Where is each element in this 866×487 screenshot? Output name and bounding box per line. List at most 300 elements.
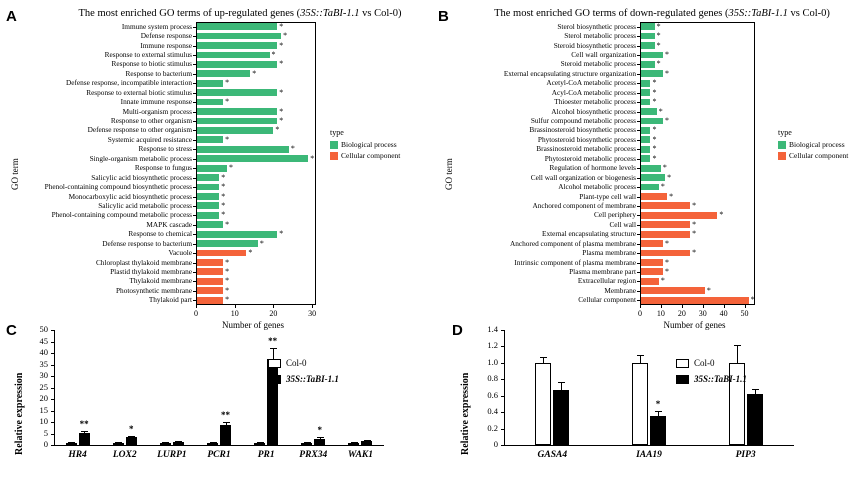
go-term-label: Systemic acquired resistance	[107, 134, 192, 144]
go-bar	[641, 297, 749, 304]
significance-marker: *	[656, 59, 661, 69]
panel-c-ylabel: Relative expression	[14, 372, 25, 455]
go-term-label: Response to fungus	[134, 163, 192, 173]
significance-marker: *	[692, 219, 697, 229]
significance-marker: *	[225, 285, 230, 295]
go-term-label: Cellular component	[578, 295, 636, 305]
y-tick-label: 35	[39, 358, 48, 369]
significance-marker: *	[665, 50, 669, 60]
panel-a-legend	[330, 128, 400, 162]
go-term-label: Multi-organism process	[122, 106, 192, 116]
panel-d-legend	[676, 358, 747, 390]
legend-swatch	[330, 141, 338, 149]
x-tick	[682, 305, 683, 308]
error-bar	[561, 382, 562, 390]
legend-title: type	[330, 128, 344, 137]
y-tick	[51, 342, 54, 343]
legend-item	[330, 151, 400, 160]
go-term-label: Anchored component of plasma membrane	[509, 238, 636, 248]
go-term-label: Response to bacterium	[125, 68, 192, 78]
go-bar	[641, 231, 690, 238]
significance-marker: **	[268, 336, 278, 347]
go-bar	[641, 61, 655, 68]
x-axis	[54, 445, 384, 446]
significance-marker: *	[652, 134, 657, 144]
y-tick	[637, 83, 640, 84]
panel-a-ylabel: GO term	[10, 158, 20, 190]
legend-item	[676, 358, 747, 368]
go-term-label: Plasma membrane part	[569, 266, 636, 276]
go-term-label: Cell periphery	[594, 210, 636, 220]
y-tick	[193, 64, 196, 65]
y-tick	[637, 178, 640, 179]
y-tick-label: 0	[43, 439, 48, 449]
y-tick	[637, 244, 640, 245]
go-term-label: Defense response	[140, 31, 192, 41]
legend-swatch	[268, 375, 281, 384]
y-tick-label: 0	[493, 439, 498, 449]
go-bar	[197, 127, 273, 134]
y-tick	[637, 234, 640, 235]
x-tick	[661, 305, 662, 308]
y-tick	[501, 379, 504, 380]
go-bar	[197, 212, 219, 219]
significance-marker: *	[655, 398, 661, 409]
go-term-label: Acyl-CoA metabolic process	[551, 87, 636, 97]
go-bar	[197, 221, 223, 228]
go-term-label: Response to external biotic stimulus	[86, 87, 192, 97]
x-tick-label: 30	[698, 309, 707, 318]
y-tick	[193, 74, 196, 75]
y-tick	[193, 234, 196, 235]
go-bar	[641, 136, 650, 143]
y-tick	[51, 445, 54, 446]
significance-marker: *	[128, 423, 134, 434]
significance-marker: *	[225, 295, 230, 305]
y-tick-label: 5	[43, 427, 48, 438]
significance-marker: *	[669, 191, 674, 201]
go-term-label: Membrane	[604, 285, 636, 295]
y-tick-label: 45	[39, 335, 48, 346]
go-term-label: Brassinosteroid metabolic process	[536, 144, 636, 154]
legend-swatch	[268, 359, 281, 368]
go-bar	[641, 70, 663, 77]
go-term-label: Response to stress	[138, 144, 192, 154]
y-tick	[637, 27, 640, 28]
go-term-label: Cell wall	[609, 219, 636, 229]
y-tick	[193, 46, 196, 47]
go-term-label: Response to biotic stimulus	[111, 59, 192, 69]
y-tick	[501, 363, 504, 364]
go-term-label: Sterol biosynthetic process	[557, 21, 636, 31]
y-tick	[637, 112, 640, 113]
y-tick	[193, 253, 196, 254]
gene-label: PCR1	[207, 450, 231, 460]
error-bar-cap	[637, 355, 644, 356]
significance-marker: *	[225, 97, 230, 107]
y-tick-label: 0.8	[487, 373, 498, 384]
significance-marker: *	[656, 40, 661, 50]
panel-b-title-italic: 35S::TaBI-1.1	[728, 8, 788, 19]
error-bar-cap	[210, 442, 217, 443]
y-tick	[637, 168, 640, 169]
significance-marker: *	[279, 59, 284, 69]
gene-label: WAK1	[347, 450, 374, 460]
x-tick-label: 0	[194, 309, 198, 318]
significance-marker: *	[750, 295, 755, 305]
go-bar	[197, 184, 219, 191]
go-bar	[197, 89, 277, 96]
go-bar	[197, 250, 246, 257]
go-bar	[641, 184, 659, 191]
go-term-label: Cell wall organization	[571, 50, 636, 60]
x-axis-title: Number of genes	[222, 320, 284, 330]
y-tick	[637, 93, 640, 94]
go-bar	[641, 240, 663, 247]
go-term-label: Immune response	[140, 40, 192, 50]
y-tick	[637, 130, 640, 131]
y-tick	[193, 149, 196, 150]
significance-marker: *	[279, 87, 284, 97]
y-tick	[193, 215, 196, 216]
y-tick	[193, 225, 196, 226]
gene-label: HR4	[68, 450, 87, 460]
go-term-label: Plastid thylakoid membrane	[110, 266, 192, 276]
go-term-label: Salicylic acid metabolic process	[98, 200, 192, 210]
panel-b-legend	[778, 128, 848, 162]
gene-label: PR1	[257, 450, 275, 460]
go-bar	[197, 155, 308, 162]
y-tick	[501, 396, 504, 397]
significance-marker: *	[290, 144, 295, 154]
significance-marker: *	[221, 210, 226, 220]
error-bar	[640, 355, 641, 363]
go-term-label: Phenol-containing compound metabolic process	[51, 210, 192, 220]
significance-marker: *	[225, 257, 230, 267]
significance-marker: *	[706, 285, 711, 295]
legend-swatch	[676, 375, 689, 384]
go-term-label: Thylakoid membrane	[129, 276, 192, 286]
significance-marker: *	[228, 163, 233, 173]
go-bar	[197, 108, 277, 115]
go-bar	[641, 99, 650, 106]
legend-label: Cellular component	[341, 151, 401, 160]
legend-label: Biological process	[789, 140, 845, 149]
y-tick	[193, 206, 196, 207]
go-term-label: Response to chemical	[128, 229, 192, 239]
go-bar	[197, 99, 223, 106]
go-term-label: Monocarboxylic acid biosynthetic process	[68, 191, 192, 201]
go-bar	[197, 297, 223, 304]
x-tick	[724, 305, 725, 308]
panel-a-title	[30, 8, 450, 19]
y-tick	[637, 74, 640, 75]
error-bar-cap	[317, 437, 324, 438]
error-bar-cap	[257, 442, 264, 443]
bar-transgenic	[650, 416, 666, 445]
go-term-label: Sulfur compound metabolic process	[530, 116, 636, 126]
bar-transgenic	[126, 437, 137, 445]
gene-label: GASA4	[537, 450, 568, 460]
legend-label: Cellular component	[789, 151, 849, 160]
significance-marker: *	[665, 266, 669, 276]
panel-b-title-suffix: vs Col-0)	[787, 8, 830, 19]
significance-marker: *	[658, 106, 663, 116]
error-bar-cap	[364, 440, 371, 441]
legend-swatch	[676, 359, 689, 368]
y-tick-label: 1.4	[487, 324, 498, 334]
go-bar	[641, 80, 650, 87]
go-bar	[197, 268, 223, 275]
go-term-label: External encapsulating structure	[541, 229, 636, 239]
x-tick-label: 50	[740, 309, 749, 318]
error-bar-cap	[655, 411, 662, 412]
y-tick	[193, 272, 196, 273]
significance-marker: *	[275, 125, 280, 135]
go-term-label: Chloroplast thylakoid membrane	[95, 257, 192, 267]
significance-marker: *	[252, 68, 257, 78]
y-tick	[193, 36, 196, 37]
x-tick-label: 20	[269, 309, 278, 318]
significance-marker: *	[692, 229, 697, 239]
y-tick	[637, 140, 640, 141]
go-bar	[641, 165, 661, 172]
y-tick	[637, 215, 640, 216]
y-tick	[193, 83, 196, 84]
error-bar-cap	[270, 348, 277, 349]
y-tick-label: 30	[39, 370, 48, 380]
y-tick	[637, 55, 640, 56]
go-term-label: Acetyl-CoA metabolic process	[546, 78, 636, 88]
panel-label-a: A	[6, 8, 17, 25]
significance-marker: **	[221, 410, 230, 421]
legend-item	[330, 140, 400, 149]
y-tick	[51, 330, 54, 331]
significance-marker: *	[248, 248, 253, 258]
y-tick	[637, 281, 640, 282]
go-bar	[197, 278, 223, 285]
error-bar-cap	[223, 422, 230, 423]
significance-marker: *	[662, 163, 667, 173]
panel-d-ylabel: Relative expression	[460, 372, 471, 455]
gene-label: IAA19	[636, 450, 662, 460]
go-term-label: Vacuole	[168, 248, 192, 258]
y-tick	[193, 244, 196, 245]
gene-label: PIP3	[735, 450, 756, 460]
y-tick-label: 20	[39, 393, 48, 403]
x-tick	[196, 305, 197, 308]
go-bar	[197, 287, 223, 294]
go-term-label: Immune system process	[121, 21, 192, 31]
significance-marker: *	[656, 21, 661, 31]
significance-marker: *	[221, 191, 226, 201]
legend-title: type	[778, 128, 792, 137]
go-bar	[197, 165, 227, 172]
go-bar	[197, 146, 289, 153]
panel-c-legend	[268, 358, 339, 390]
significance-marker: *	[279, 116, 284, 126]
go-bar	[641, 259, 663, 266]
y-tick	[501, 445, 504, 446]
y-tick	[193, 121, 196, 122]
x-tick-label: 20	[677, 309, 686, 318]
bar-transgenic	[79, 433, 90, 445]
go-term-label: Alcohol metabolic process	[558, 182, 636, 192]
gene-label: PRX34	[299, 450, 328, 460]
significance-marker: *	[225, 266, 230, 276]
legend-swatch	[330, 152, 338, 160]
bar-transgenic	[747, 394, 763, 445]
significance-marker: *	[279, 106, 284, 116]
significance-marker: *	[719, 210, 724, 220]
y-tick	[193, 27, 196, 28]
significance-marker: *	[660, 276, 665, 286]
x-tick	[235, 305, 236, 308]
go-bar	[641, 146, 650, 153]
go-term-label: MAPK cascade	[146, 219, 192, 229]
legend-label: Col-0	[286, 358, 307, 368]
y-tick	[51, 422, 54, 423]
go-term-label: Phytosteroid metabolic process	[544, 153, 636, 163]
significance-marker: *	[271, 50, 276, 60]
panel-b-title	[462, 8, 862, 19]
go-bar	[641, 23, 655, 30]
go-term-label: Response to other organism	[110, 116, 192, 126]
go-term-label: Cell wall organization or biogenesis	[530, 172, 636, 182]
error-bar-cap	[351, 442, 358, 443]
go-term-label: Defense response, incompatible interaction	[65, 78, 192, 88]
go-bar	[197, 33, 281, 40]
y-tick	[193, 178, 196, 179]
legend-item	[778, 140, 848, 149]
legend-label: 35S::TaBI-1.1	[286, 374, 339, 384]
significance-marker: *	[652, 125, 657, 135]
y-tick	[193, 281, 196, 282]
y-axis	[54, 330, 55, 445]
y-tick	[193, 93, 196, 94]
go-term-label: Defense response to other organism	[87, 125, 192, 135]
go-term-label: Alcohol biosynthetic process	[551, 106, 636, 116]
go-term-label: Anchored component of membrane	[532, 200, 636, 210]
y-tick	[637, 159, 640, 160]
go-bar	[197, 240, 258, 247]
y-tick	[637, 121, 640, 122]
y-tick	[637, 300, 640, 301]
x-tick	[640, 305, 641, 308]
error-bar-cap	[115, 442, 122, 443]
y-tick	[637, 291, 640, 292]
gene-label: LOX2	[112, 450, 137, 460]
x-tick-label: 0	[638, 309, 642, 318]
go-term-label: Plasma membrane	[582, 248, 636, 258]
error-bar-cap	[175, 441, 182, 442]
y-tick	[193, 102, 196, 103]
go-bar	[641, 52, 663, 59]
go-term-label: Phytosteroid biosynthetic process	[537, 134, 636, 144]
go-term-label: Thioester metabolic process	[554, 97, 636, 107]
legend-label: 35S::TaBI-1.1	[694, 374, 747, 384]
bar-transgenic	[173, 442, 184, 445]
bar-transgenic	[361, 441, 372, 445]
go-bar	[641, 33, 655, 40]
y-tick-label: 1.2	[487, 340, 498, 351]
panel-b-ylabel: GO term	[444, 158, 454, 190]
go-bar	[197, 80, 223, 87]
y-tick	[637, 102, 640, 103]
y-tick	[193, 291, 196, 292]
go-term-label: Regulation of hormone levels	[549, 163, 636, 173]
y-tick	[51, 376, 54, 377]
significance-marker: *	[667, 172, 672, 182]
error-bar-cap	[304, 442, 311, 443]
y-tick-label: 15	[39, 404, 48, 415]
go-term-label: Defense response to bacterium	[102, 238, 192, 248]
go-term-label: Steroid metabolic process	[560, 59, 636, 69]
y-axis	[504, 330, 505, 445]
y-tick	[501, 429, 504, 430]
significance-marker: *	[652, 153, 657, 163]
go-term-label: Plant-type cell wall	[579, 191, 636, 201]
go-bar	[641, 221, 690, 228]
go-term-label: Innate immune response	[120, 97, 192, 107]
legend-item	[268, 358, 339, 368]
significance-marker: *	[221, 200, 226, 210]
go-bar	[641, 118, 663, 125]
significance-marker: *	[225, 276, 230, 286]
y-tick	[193, 300, 196, 301]
y-tick-label: 0.2	[487, 422, 498, 433]
y-tick	[637, 64, 640, 65]
go-term-label: Brassinosteroid biosynthetic process	[529, 125, 636, 135]
legend-label: Col-0	[694, 358, 715, 368]
go-bar	[197, 231, 277, 238]
legend-swatch	[778, 152, 786, 160]
significance-marker: *	[221, 172, 226, 182]
x-tick	[703, 305, 704, 308]
x-tick-label: 10	[656, 309, 665, 318]
y-tick	[193, 187, 196, 188]
y-tick	[193, 140, 196, 141]
y-tick	[193, 112, 196, 113]
panel-a-title-suffix: vs Col-0)	[359, 8, 402, 19]
bar-transgenic	[220, 425, 231, 445]
go-bar	[641, 287, 705, 294]
significance-marker: *	[652, 78, 657, 88]
go-term-label: External encapsulating structure organization	[503, 68, 636, 78]
y-tick	[501, 346, 504, 347]
bar-control	[632, 363, 648, 445]
y-tick-label: 1.0	[487, 356, 498, 367]
significance-marker: *	[656, 31, 661, 41]
y-tick	[193, 159, 196, 160]
error-bar-cap	[128, 436, 135, 437]
go-term-label: Response to external stimulus	[104, 50, 192, 60]
significance-marker: *	[692, 200, 697, 210]
go-bar	[641, 193, 667, 200]
significance-marker: *	[259, 238, 264, 248]
significance-marker: *	[317, 425, 323, 436]
significance-marker: *	[279, 21, 284, 31]
go-term-label: Intrinsic component of plasma membrane	[514, 257, 636, 267]
y-tick	[637, 225, 640, 226]
y-tick	[193, 130, 196, 131]
legend-item	[778, 151, 848, 160]
legend-item	[676, 374, 747, 384]
error-bar-cap	[68, 442, 75, 443]
error-bar-cap	[81, 431, 88, 432]
go-bar	[641, 268, 663, 275]
y-tick	[51, 388, 54, 389]
